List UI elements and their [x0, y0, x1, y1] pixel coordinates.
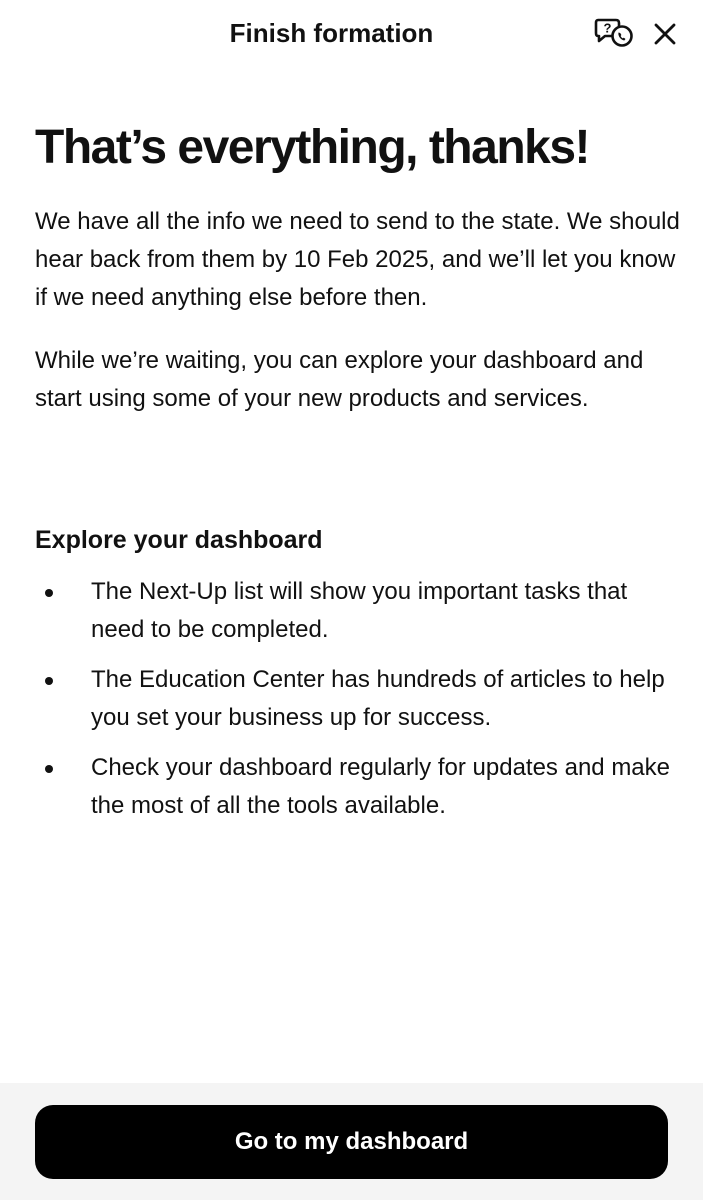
svg-text:?: ? [603, 20, 612, 36]
footer-bar [0, 1083, 703, 1200]
bullet-icon [45, 589, 53, 597]
section-heading: Explore your dashboard [35, 526, 323, 554]
close-icon[interactable] [650, 19, 680, 49]
page-title: Finish formation [229, 18, 434, 48]
header [0, 0, 703, 68]
main-heading: That’s everything, thanks! [35, 121, 590, 174]
help-chat-icon[interactable] [594, 16, 634, 50]
dashboard-tips-list [35, 573, 675, 837]
list-item-text: The Next-Up list will show you important tasks that need to be completed. [91, 578, 628, 643]
list-item-text: The Education Center has hundreds of articles to help you set your business up for success. [91, 666, 665, 731]
bullet-icon [45, 677, 53, 685]
waiting-paragraph: While we’re waiting, you can explore your dashboard and start using some of your new products and services. [35, 347, 644, 412]
go-to-dashboard-button[interactable]: Go to my dashboard [35, 1105, 668, 1179]
list-item [35, 573, 675, 649]
list-item [35, 749, 675, 825]
intro-paragraph: We have all the info we need to send to the state. We should hear back from them by 10 Feb 2025, and we’ll let you know if we need anything else before then. [35, 208, 680, 311]
list-item [35, 661, 675, 737]
bullet-icon [45, 765, 53, 773]
list-item-text: Check your dashboard regularly for updates and make the most of all the tools available. [91, 754, 670, 819]
